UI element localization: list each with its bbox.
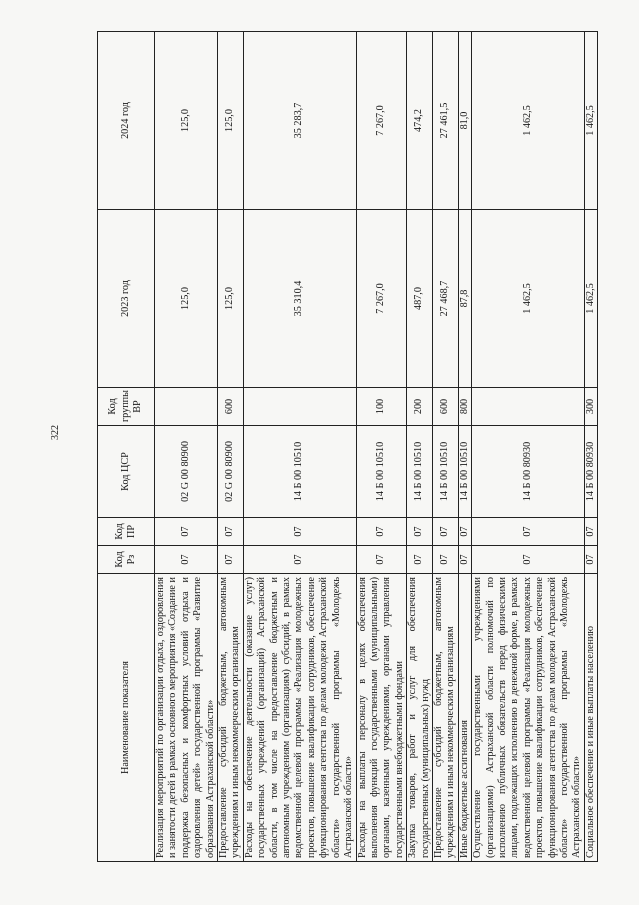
cell-y2024: 35 283,7 [243,32,356,210]
cell-name: Реализация мероприятий по организации отдыха, оздоровления и занятости детей в рамках основного мероприятия «Создание и поддержка безопасных и комфортных условий отдыха и оздоровления детей» государственной программы «Развитие образования Астраханской области» [155,574,218,862]
cell-vr: 200 [407,388,433,426]
cell-y2024: 81,0 [458,32,471,210]
cell-pr: 07 [432,518,458,546]
table-row [472,32,585,862]
cell-y2024: 125,0 [155,32,218,210]
header-2023: 2023 год [98,210,155,388]
cell-vr: 100 [356,388,407,426]
header-rz: Код Рз [98,546,155,574]
cell-y2024: 1 462,5 [584,32,597,210]
table-row [243,32,356,862]
cell-y2023: 125,0 [155,210,218,388]
cell-y2023: 1 462,5 [584,210,597,388]
cell-csr: 14 Б 00 80930 [584,426,597,518]
cell-name: Предоставление субсидий бюджетным, автономным учреждениям и иным некоммерческим организациям [432,574,458,862]
cell-rz: 07 [432,546,458,574]
cell-rz: 07 [472,546,585,574]
cell-name: Предоставление субсидий бюджетным, автономным учреждениям и иным некоммерческим организациям [218,574,244,862]
table-row [458,32,471,862]
cell-y2024: 7 267,0 [356,32,407,210]
cell-csr: 14 Б 00 10510 [243,426,356,518]
table-row [432,32,458,862]
cell-y2023: 27 468,7 [432,210,458,388]
cell-name: Закупка товаров, работ и услуг для обеспечения государственных (муниципальных) нужд [407,574,433,862]
cell-y2023: 35 310,4 [243,210,356,388]
table-row [584,32,597,862]
cell-rz: 07 [584,546,597,574]
cell-y2023: 125,0 [218,210,244,388]
header-name: Наименование показателя [98,574,155,862]
cell-y2023: 487,0 [407,210,433,388]
page-number: 322 [50,425,61,440]
cell-y2024: 27 461,5 [432,32,458,210]
header-row [98,32,155,862]
cell-rz: 07 [356,546,407,574]
cell-csr: 14 Б 00 10510 [458,426,471,518]
cell-pr: 07 [407,518,433,546]
cell-csr: 14 Б 00 10510 [407,426,433,518]
cell-y2023: 87,8 [458,210,471,388]
cell-csr: 02 G 00 80900 [155,426,218,518]
cell-rz: 07 [155,546,218,574]
cell-pr: 07 [584,518,597,546]
cell-vr: 600 [218,388,244,426]
cell-name: Социальное обеспечение и иные выплаты населению [584,574,597,862]
cell-rz: 07 [407,546,433,574]
cell-rz: 07 [243,546,356,574]
cell-y2024: 1 462,5 [472,32,585,210]
cell-y2024: 474,2 [407,32,433,210]
header-csr: Код ЦСР [98,426,155,518]
cell-vr: 600 [432,388,458,426]
cell-csr: 14 Б 00 10510 [432,426,458,518]
cell-rz: 07 [218,546,244,574]
cell-y2023: 1 462,5 [472,210,585,388]
header-2024: 2024 год [98,32,155,210]
rotated-table-container [97,32,617,862]
cell-csr: 14 Б 00 80930 [472,426,585,518]
cell-name: Осуществление государственными учреждениями (организациями) Астраханской области полномочий по исполнению публичных обязательств перед физическими лицами, подлежащих исполнению в денежной форме, в рамках ведомственной целевой программы «Реализация молодежных проектов, повышение квалификации сотрудников, обеспечение функционирования агентства по делам молодежи Астраханской области» государственной программы «Молодежь Астраханской области» [472,574,585,862]
cell-pr: 07 [218,518,244,546]
table-row [356,32,407,862]
table-row [407,32,433,862]
table-row [155,32,218,862]
cell-vr [472,388,585,426]
cell-vr [243,388,356,426]
budget-table [97,31,598,862]
cell-name: Расходы на обеспечение деятельности (оказание услуг) государственных учреждений (организаций) Астраханской области, в том числе на предоставление бюджетным и автономным учреждениям (организациям) субсидий, в рамках ведомственной целевой программы «Реализация молодежных проектов, повышение квалификации сотрудников, обеспечение функционирования агентства по делам молодежи Астраханской области» государственной программы «Молодежь Астраханской области» [243,574,356,862]
table-row [218,32,244,862]
cell-vr: 800 [458,388,471,426]
cell-csr: 02 G 00 80900 [218,426,244,518]
cell-name: Расходы на выплаты персоналу в целях обеспечения выполнения функций государственными (муниципальными) органами, казенными учреждениями, органами управления государственными внебюджетными фондами [356,574,407,862]
header-pr: Код ПР [98,518,155,546]
cell-vr [155,388,218,426]
cell-vr: 300 [584,388,597,426]
cell-pr: 07 [243,518,356,546]
cell-pr: 07 [458,518,471,546]
cell-y2023: 7 267,0 [356,210,407,388]
cell-rz: 07 [458,546,471,574]
header-vr: Код группы ВР [98,388,155,426]
cell-name: Иные бюджетные ассигнования [458,574,471,862]
cell-pr: 07 [155,518,218,546]
cell-csr: 14 Б 00 10510 [356,426,407,518]
cell-pr: 07 [356,518,407,546]
cell-y2024: 125,0 [218,32,244,210]
cell-pr: 07 [472,518,585,546]
